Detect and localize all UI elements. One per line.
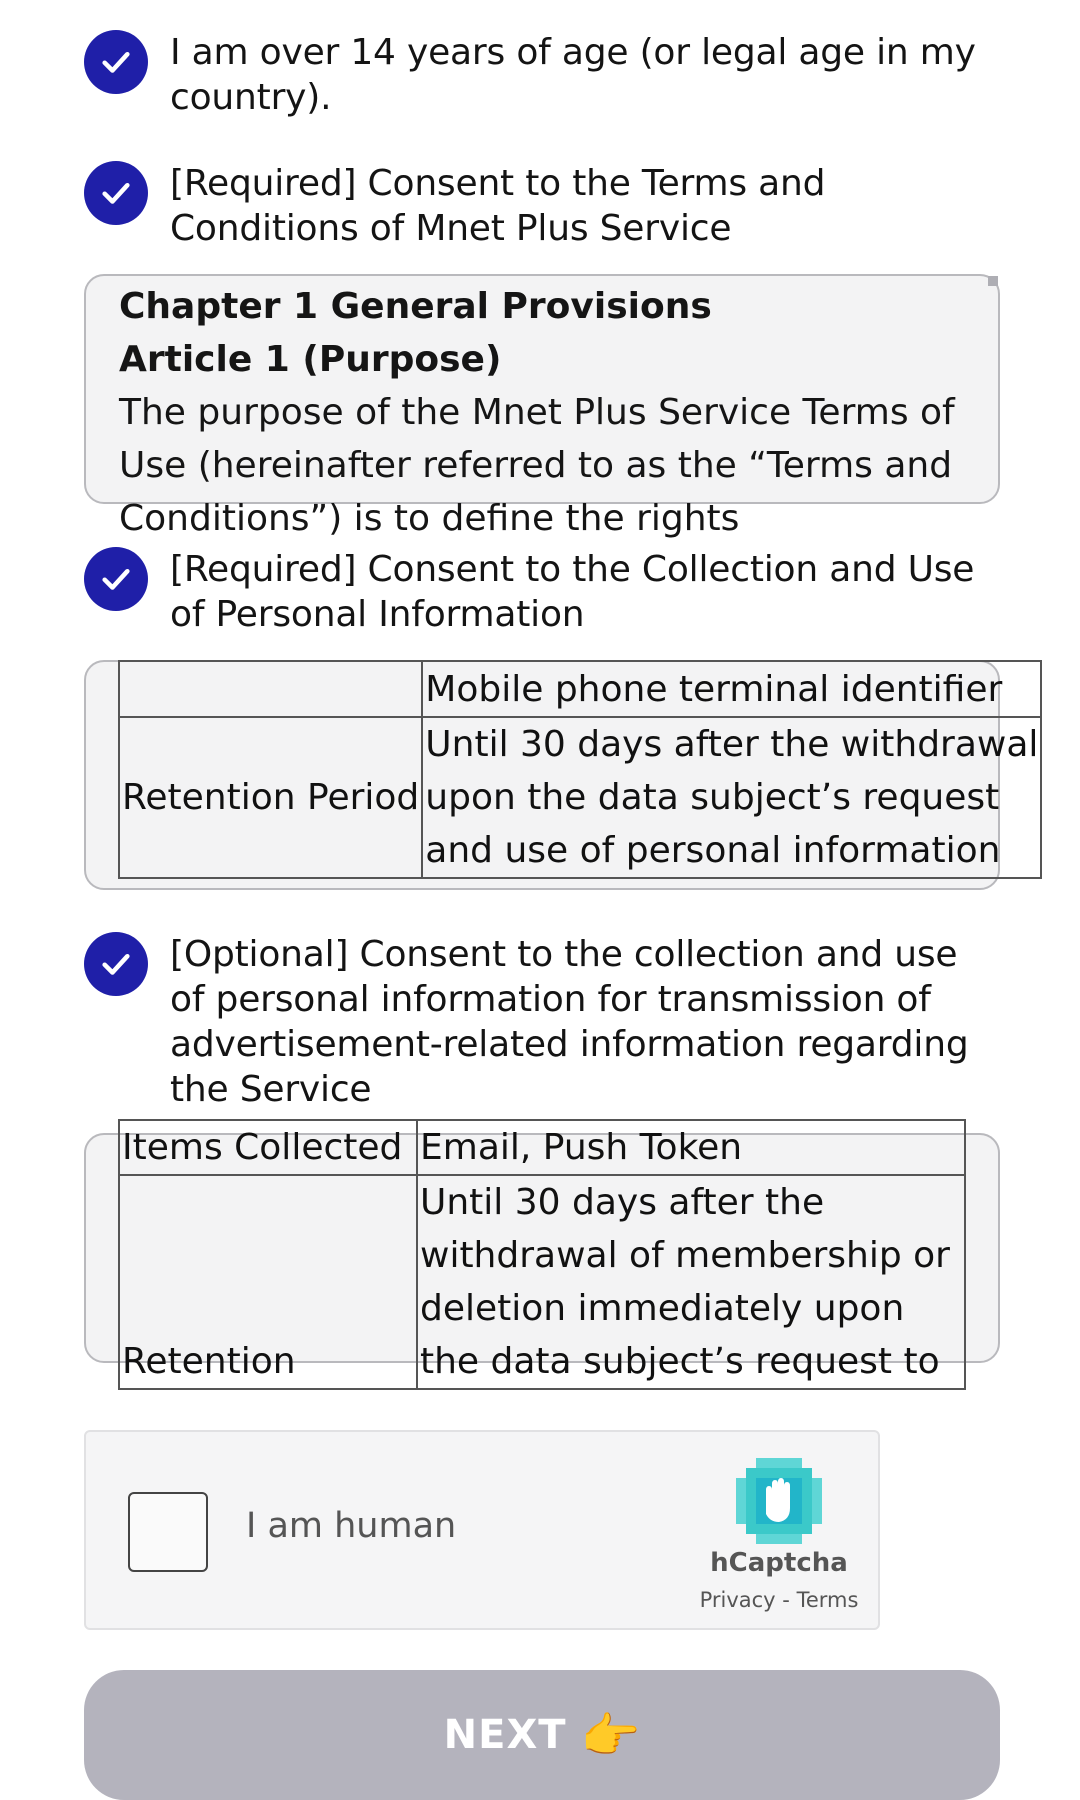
terms-chapter: Chapter 1 General Provisions	[119, 286, 712, 327]
terms-article: Article 1 (Purpose)	[119, 339, 502, 380]
table-cell: Retention	[119, 1175, 417, 1389]
next-button-label: NEXT	[443, 1712, 567, 1758]
check-icon[interactable]	[84, 932, 148, 996]
next-button[interactable]	[84, 1670, 1000, 1800]
consent-age[interactable]	[84, 30, 1004, 120]
personal-info-scroll-box[interactable]	[84, 660, 1039, 890]
personal-info-table	[118, 660, 1042, 879]
captcha-brand: hCaptcha	[710, 1548, 848, 1578]
terms-scroll-box[interactable]	[84, 274, 1000, 539]
table-cell: Mobile phone terminal identifier	[422, 661, 1041, 717]
consent-personal-info-label: [Required] Consent to the Collection and Use of Personal Information	[170, 549, 975, 635]
scrollbar[interactable]	[988, 276, 998, 286]
table-cell: Until 30 days after the withdrawal of membership or deletion immediately upon the data subject’s request to	[417, 1175, 965, 1389]
hcaptcha-logo-icon	[736, 1458, 822, 1544]
table-row	[119, 717, 1041, 878]
table-row	[119, 661, 1041, 717]
check-icon[interactable]	[84, 547, 148, 611]
terms-line: Conditions”) is to define the rights	[119, 498, 740, 539]
captcha-checkbox[interactable]	[128, 1492, 208, 1572]
captcha-label: I am human	[246, 1506, 457, 1546]
table-cell: Email, Push Token	[417, 1120, 965, 1175]
check-icon[interactable]	[84, 30, 148, 94]
table-cell: Until 30 days after the withdrawal upon the data subject’s request and use of personal information	[422, 717, 1041, 878]
terms-line: The purpose of the Mnet Plus Service Terms of	[119, 392, 955, 433]
check-icon[interactable]	[84, 161, 148, 225]
pointing-hand-icon: 👉	[580, 1707, 641, 1764]
privacy-link[interactable]: Privacy	[699, 1588, 776, 1612]
consent-personal-info[interactable]	[84, 547, 1004, 637]
consent-advertising-label: [Optional] Consent to the collection and use of personal information for transmission of advertisement-related information regarding the Service	[170, 934, 969, 1110]
captcha-links: Privacy - Terms	[699, 1588, 859, 1612]
advertising-info-table	[118, 1119, 966, 1390]
table-cell: Items Collected	[119, 1120, 417, 1175]
table-row	[119, 1175, 965, 1389]
terms-link[interactable]: Terms	[796, 1588, 859, 1612]
advertising-info-scroll-box[interactable]	[84, 1127, 1000, 1382]
consent-terms[interactable]	[84, 161, 1004, 251]
consent-age-label: I am over 14 years of age (or legal age in my country).	[170, 32, 976, 118]
consent-terms-label: [Required] Consent to the Terms and Conditions of Mnet Plus Service	[170, 163, 826, 249]
table-cell	[119, 661, 422, 717]
terms-line: Use (hereinafter referred to as the “Terms and	[119, 445, 953, 486]
table-row	[119, 1120, 965, 1175]
hcaptcha-widget	[84, 1430, 880, 1630]
table-cell: Retention Period	[119, 717, 422, 878]
consent-advertising[interactable]	[84, 932, 1004, 1112]
